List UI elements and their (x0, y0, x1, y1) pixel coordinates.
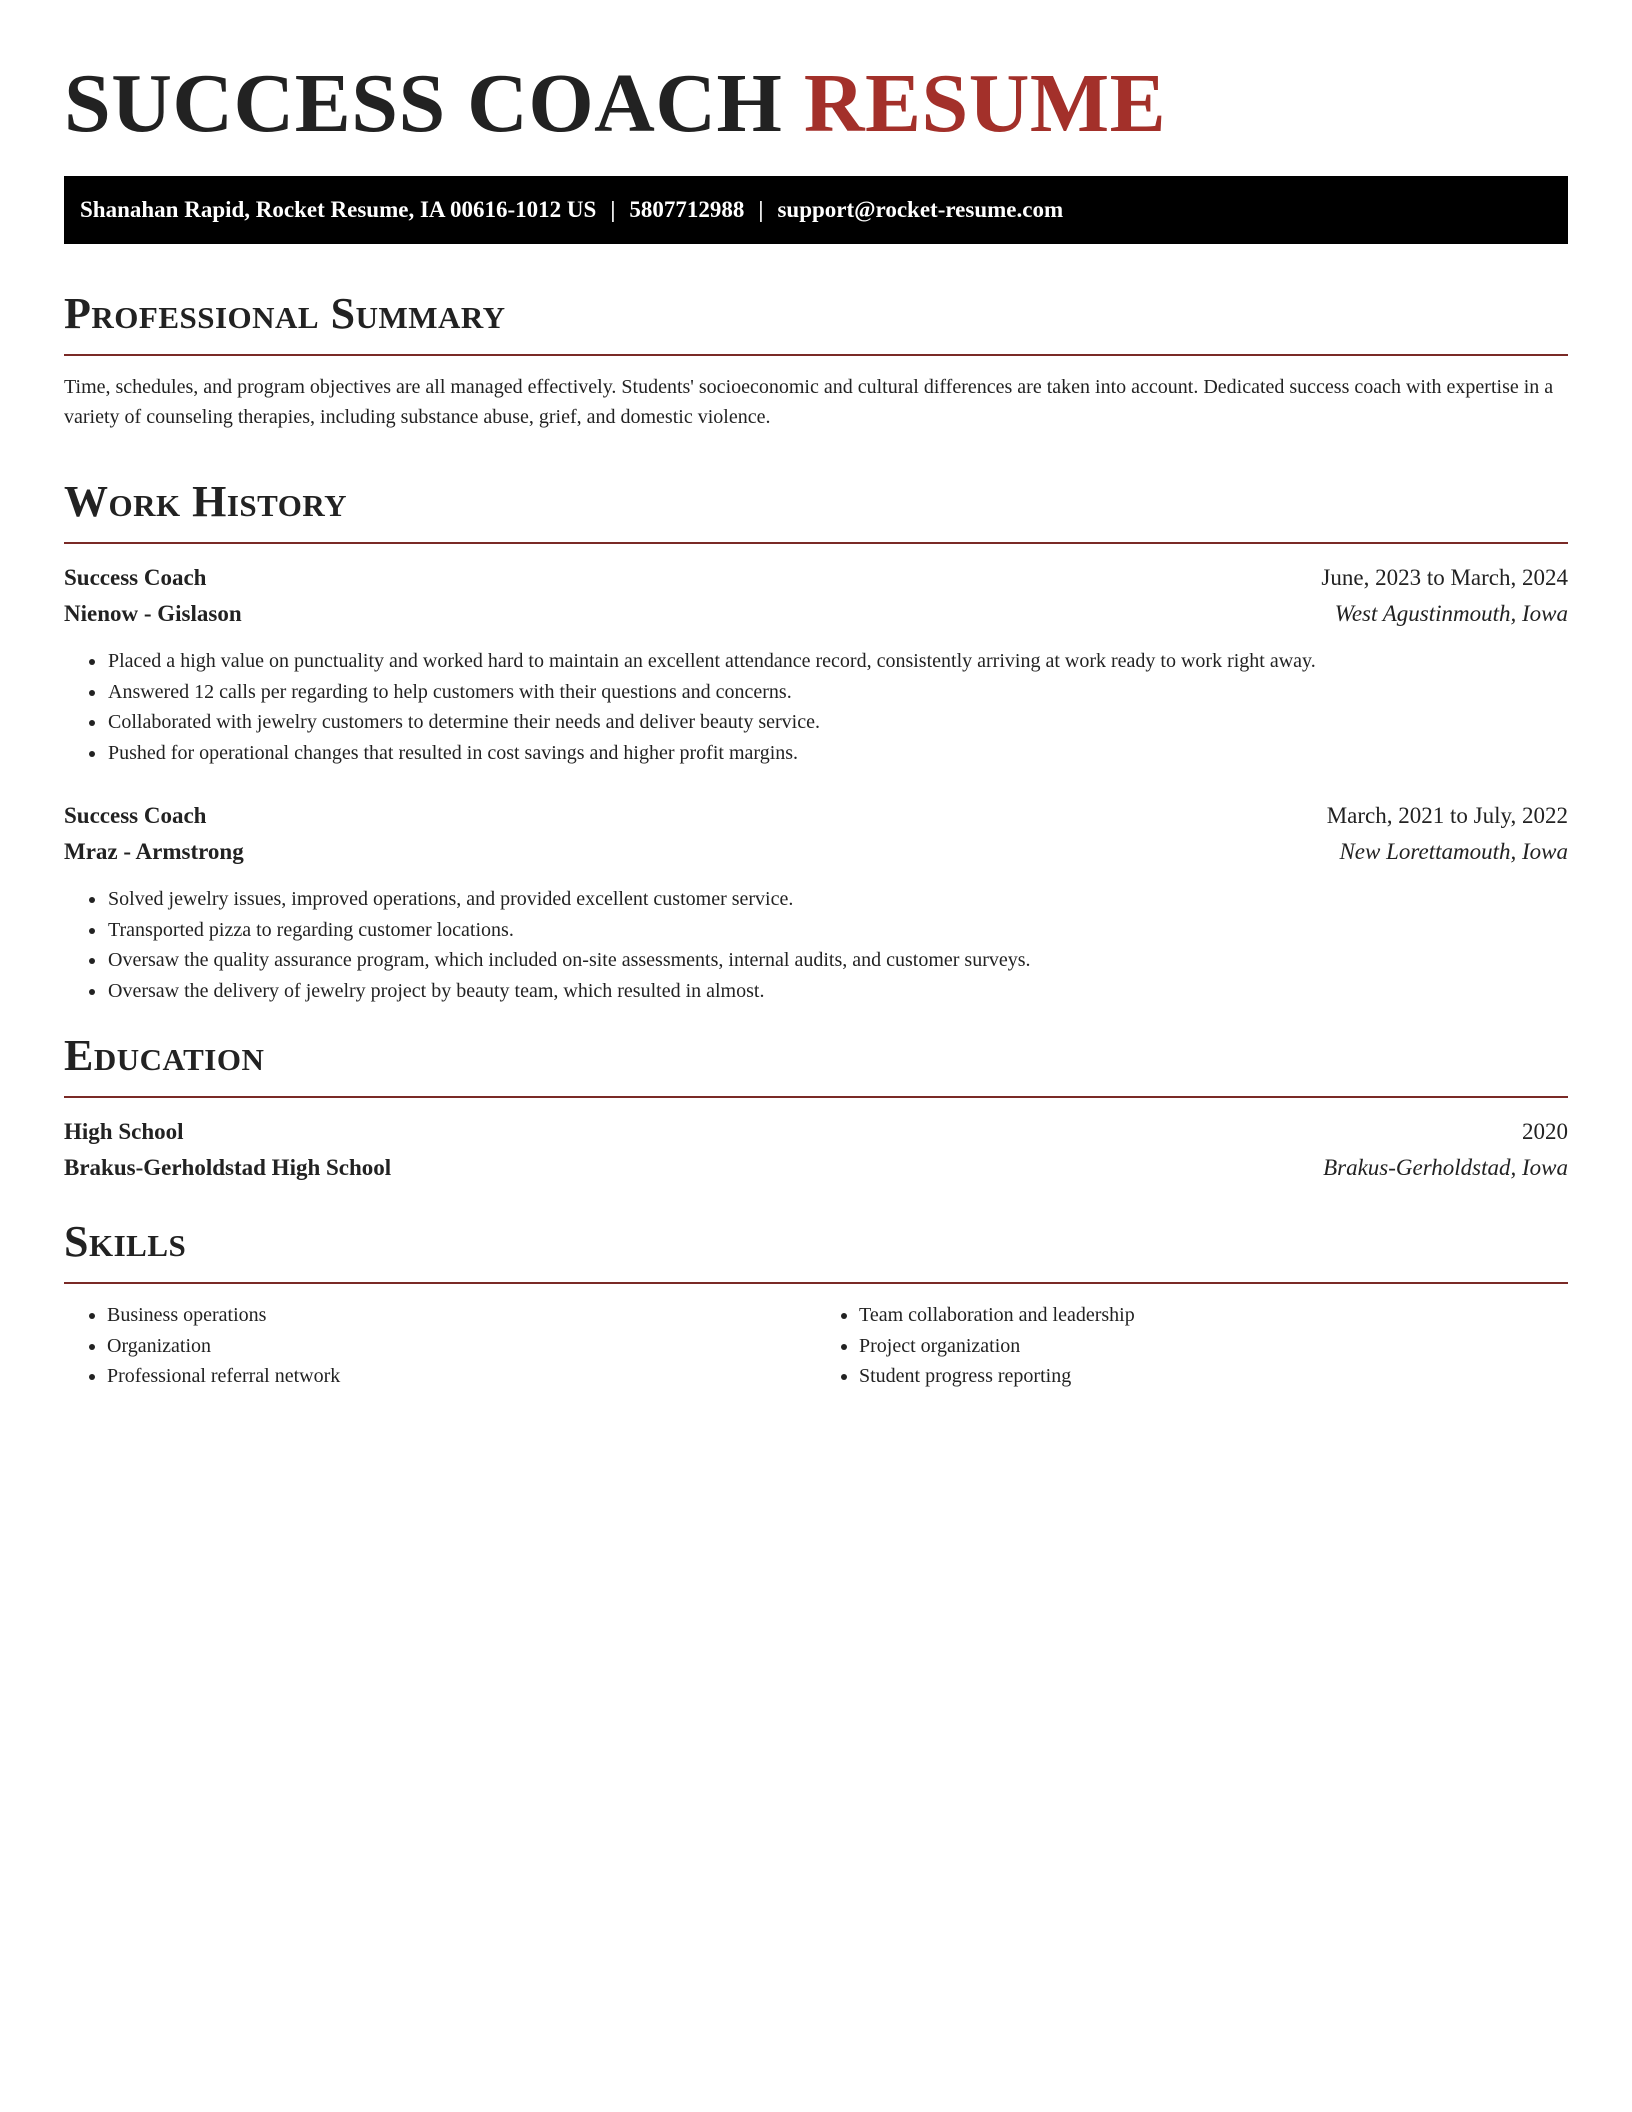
job-title: Success Coach (64, 803, 207, 828)
job-header-row (64, 798, 1568, 834)
list-item: • Transported pizza to regarding customer locations. (107, 915, 1568, 946)
job-header-row (64, 560, 1568, 596)
education-header-row (64, 1114, 1568, 1150)
job-dates: March, 2021 to July, 2022 (1326, 803, 1568, 828)
job-company: Mraz - Armstrong (64, 839, 244, 864)
job-bullets (64, 646, 1568, 768)
list-item: • Business operations (107, 1300, 816, 1331)
education-section (64, 1030, 1568, 1186)
contact-phone: 5807712988 (629, 197, 745, 222)
section-divider (64, 542, 1568, 544)
education-year: 2020 (1522, 1119, 1568, 1144)
job-company-row (64, 834, 1568, 870)
list-item: • Placed a high value on punctuality and worked hard to maintain an excellent attendance record, consistently arriving at work ready to work right away. (107, 646, 1568, 677)
list-item: • Answered 12 calls per regarding to help customers with their questions and concerns. (107, 677, 1568, 708)
education-school-row (64, 1150, 1568, 1186)
job-location: West Agustinmouth, Iowa (1334, 601, 1568, 626)
skills-columns (64, 1300, 1568, 1392)
job-dates: June, 2023 to March, 2024 (1321, 565, 1568, 590)
section-title-skills: Skills (64, 1217, 187, 1266)
job-entry (64, 560, 1568, 768)
list-item: • Pushed for operational changes that resulted in cost savings and higher profit margins. (107, 738, 1568, 769)
skills-list-right (816, 1300, 1568, 1392)
job-entry (64, 798, 1568, 1006)
section-divider (64, 1096, 1568, 1098)
list-item: • Project organization (859, 1331, 1568, 1362)
education-degree: High School (64, 1119, 184, 1144)
list-item: • Professional referral network (107, 1361, 816, 1392)
education-location: Brakus-Gerholdstad, Iowa (1323, 1155, 1568, 1180)
list-item: • Collaborated with jewelry customers to determine their needs and deliver beauty service. (107, 707, 1568, 738)
work-history-section (64, 476, 1568, 1006)
job-location: New Lorettamouth, Iowa (1339, 839, 1568, 864)
list-item: • Oversaw the quality assurance program, which included on-site assessments, internal audits, and customer surveys. (107, 945, 1568, 976)
list-item: • Team collaboration and leadership (859, 1300, 1568, 1331)
skills-list-left (64, 1300, 816, 1392)
contact-separator: | (758, 197, 764, 222)
job-title: Success Coach (64, 565, 207, 590)
job-company-row (64, 596, 1568, 632)
section-title-education: Education (64, 1031, 265, 1080)
summary-text: Time, schedules, and program objectives are all managed effectively. Students' socioeconomic and cultural differences are taken into account. Dedicated success coach with expertise in a variety of counseling therapies, including substance abuse, grief, and domestic violence. (64, 376, 1554, 428)
title-main: SUCCESS COACH (64, 57, 783, 150)
contact-separator: | (610, 197, 616, 222)
skills-section (64, 1216, 1568, 1392)
job-company: Nienow - Gislason (64, 601, 242, 626)
resume-title (64, 56, 1568, 152)
section-divider (64, 1282, 1568, 1284)
section-divider (64, 354, 1568, 356)
summary-section (64, 288, 1568, 432)
list-item: • Solved jewelry issues, improved operations, and provided excellent customer service. (107, 884, 1568, 915)
section-title-summary: Professional Summary (64, 289, 506, 338)
title-accent: RESUME (803, 57, 1167, 150)
contact-bar (64, 176, 1568, 244)
section-title-work-history: Work History (64, 477, 348, 526)
contact-email: support@rocket-resume.com (777, 197, 1064, 222)
list-item: • Student progress reporting (859, 1361, 1568, 1392)
education-school: Brakus-Gerholdstad High School (64, 1155, 392, 1180)
list-item: • Oversaw the delivery of jewelry project by beauty team, which resulted in almost. (107, 976, 1568, 1007)
list-item: • Organization (107, 1331, 816, 1362)
job-bullets (64, 884, 1568, 1006)
contact-address: Shanahan Rapid, Rocket Resume, IA 00616-1012 US (80, 197, 597, 222)
